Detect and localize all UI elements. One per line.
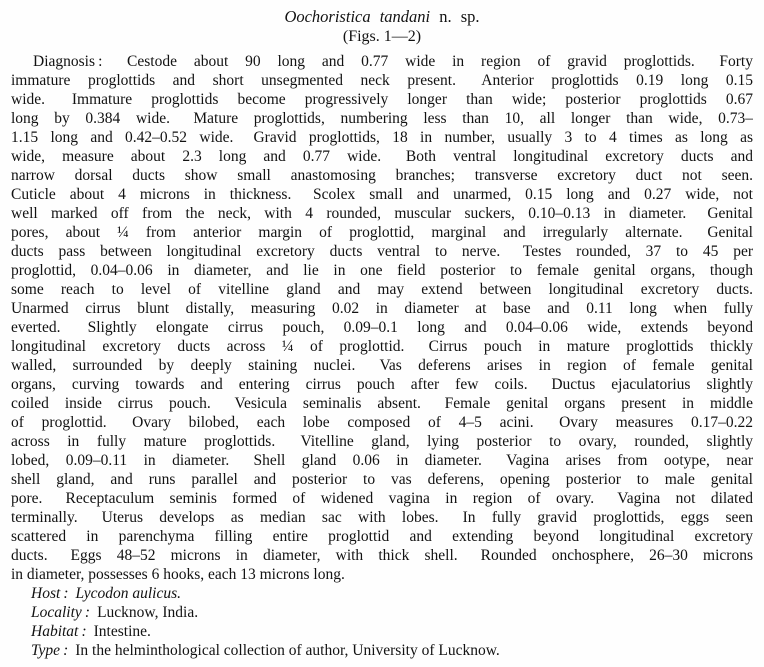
detail-row	[11, 584, 753, 603]
body-text-line: in diameter, possesses 6 hooks, each 13 microns long.	[11, 566, 345, 583]
detail-label: Locality :	[31, 604, 91, 621]
body-text-line: Diagnosis : Cestode about 90 long and 0.77 wide in region of gravid proglottids. Forty	[33, 53, 753, 70]
body-text-line: ducts. Eggs 48–52 microns in diameter, with thick shell. Rounded onchosphere, 26–30 microns	[11, 547, 753, 564]
specimen-details	[11, 584, 753, 660]
species-title	[11, 7, 753, 27]
body-text-line: lobed, 0.09–0.11 in diameter. Shell gland 0.06 in diameter. Vagina arises from ootype, near	[11, 452, 753, 469]
body-text-line: terminally. Uterus develops as median sac with lobes. In fully gravid proglottids, eggs seen	[11, 509, 753, 526]
figures-caption: (Figs. 1—2)	[342, 28, 422, 45]
body-text-line: Cuticle about 4 microns in thickness. Scolex small and unarmed, 0.15 long and 0.27 wide, not	[11, 186, 753, 203]
detail-label: Habitat :	[31, 623, 87, 640]
body-text-line: well marked off from the neck, with 4 rounded, muscular suckers, 0.10–0.13 in diameter. Genital	[11, 205, 753, 222]
body-text-line: longitudinal excretory ducts across ¼ of proglottid. Cirrus pouch in mature proglottids thickly	[11, 338, 753, 355]
detail-row	[11, 622, 753, 641]
body-text-line: everted. Slightly elongate cirrus pouch, 0.09–0.1 long and 0.04–0.06 wide, extends beyond	[11, 319, 753, 336]
detail-label: Host :	[31, 585, 69, 602]
body-text-line: pores, about ¼ from anterior margin of proglottid, marginal and irregularly alternate. Genital	[11, 224, 753, 241]
detail-value: Lucknow, India.	[97, 604, 199, 621]
species-name: Oochoristica tandani	[284, 7, 431, 26]
body-text-line: long by 0.384 wide. Mature proglottids, numbering less than 10, all longer than wide, 0.73–	[11, 110, 753, 127]
body-text-line: Unarmed cirrus blunt distally, measuring 0.02 in diameter at base and 0.11 long when fully	[11, 300, 753, 317]
title-suffix: n. sp.	[430, 7, 480, 26]
body-text-line: some reach to level of vitelline gland and may extend between longitudinal excretory ducts.	[11, 281, 753, 298]
detail-value: In the helminthological collection of author, University of Lucknow.	[75, 642, 500, 659]
body-text-line: of proglottid. Ovary bilobed, each lobe composed of 4–5 acini. Ovary measures 0.17–0.22	[11, 414, 753, 431]
body-text-line: across in fully mature proglottids. Vitelline gland, lying posterior to ovary, rounded, slightly	[11, 433, 753, 450]
body-text-line: ducts pass between longitudinal excretory ducts ventral to nerve. Testes rounded, 37 to 45 per	[11, 243, 753, 260]
body-text-line: narrow dorsal ducts show small anastomosing branches; transverse excretory duct not seen.	[11, 167, 753, 184]
detail-value: Lycodon aulicus.	[75, 585, 181, 602]
body-text-line: walled, surrounded by deeply staining nuclei. Vas deferens arises in region of female genital	[11, 357, 753, 374]
body-text-line: proglottid, 0.04–0.06 in diameter, and lie in one field posterior to female genital organs, though	[11, 262, 753, 279]
body-text-line: pore. Receptaculum seminis formed of widened vagina in region of ovary. Vagina not dilated	[11, 490, 753, 507]
body-text-line: wide. Immature proglottids become progressively longer than wide; posterior proglottids 0.67	[11, 91, 753, 108]
body-text-line: immature proglottids and short unsegmented neck present. Anterior proglottids 0.19 long 0.15	[11, 72, 753, 89]
body-text-line: shell gland, and runs parallel and posterior to vas deferens, opening posterior to male genital	[11, 471, 753, 488]
detail-row	[11, 603, 753, 622]
detail-value: Intestine.	[93, 623, 151, 640]
description-body	[11, 52, 753, 584]
body-text-line: 1.15 long and 0.42–0.52 wide. Gravid proglottids, 18 in number, usually 3 to 4 times as long as	[11, 129, 753, 146]
body-text-line: wide, measure about 2.3 long and 0.77 wide. Both ventral longitudinal excretory ducts and	[11, 148, 753, 165]
body-text-line: organs, curving towards and entering cirrus pouch after few coils. Ductus ejaculatorius slightly	[11, 376, 753, 393]
detail-row	[11, 641, 753, 660]
body-text-line: coiled inside cirrus pouch. Vesicula seminalis absent. Female genital organs present in middle	[11, 395, 753, 412]
body-text-line: scattered in parenchyma filling entire proglottid and extending beyond longitudinal excretory	[11, 528, 753, 545]
detail-label: Type :	[31, 642, 69, 659]
